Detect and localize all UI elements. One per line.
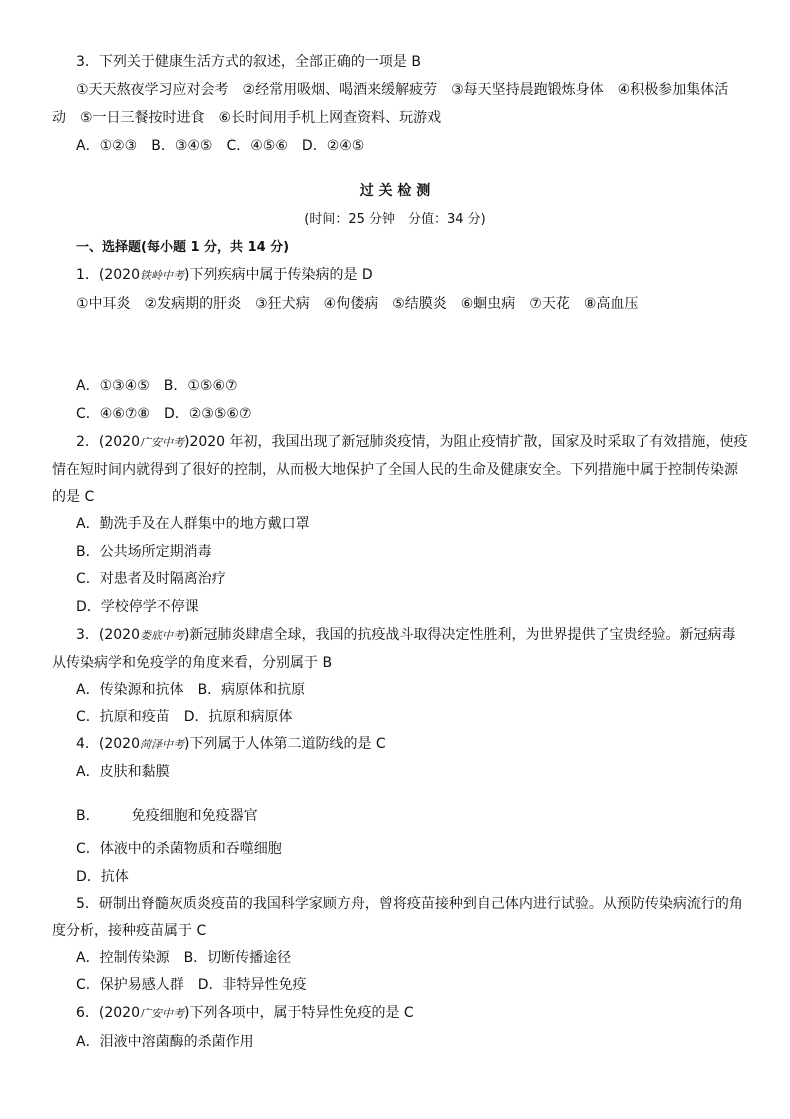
prev-question-3-items-line1: ①天天熬夜学习应对会考 ②经常用吸烟、喝酒来缓解疲劳 ③每天坚持晨跑锻炼身体 ④积极参加集体活 <box>76 82 729 98</box>
question-3-options-ab: A．传染源和抗体 B．病原体和抗原 <box>76 682 306 698</box>
prev-question-3-items-line2: 动 ⑤一日三餐按时进食 ⑥长时间用手机上网查资料、玩游戏 <box>52 110 442 126</box>
question-5: 5．研制出脊髓灰质炎疫苗的我国科学家顾方舟，曾将疫苗接种到自己体内进行试验。从预防传染病流行的角 <box>76 896 743 912</box>
question-source: 广安中考 <box>140 436 184 449</box>
question-3-text-line2: 从传染病学和免疫学的角度来看，分别属于 B <box>52 655 333 671</box>
option-label: B． <box>76 808 100 824</box>
question-text: )下列属于人体第二道防线的是 C <box>184 736 386 752</box>
prev-question-3-options: A．①②③ B．③④⑤ C．④⑤⑥ D．②④⑤ <box>76 138 365 154</box>
question-source: 菏泽中考 <box>140 738 184 751</box>
question-4-option-a: A．皮肤和黏膜 <box>76 764 170 780</box>
question-number: 3．(2020 <box>76 627 140 643</box>
question-4-option-d: D．抗体 <box>76 869 129 885</box>
question-5-options-ab: A．控制传染源 B．切断传播途径 <box>76 950 292 966</box>
question-2-option-c: C．对患者及时隔离治疗 <box>76 571 226 587</box>
question-3 <box>76 625 735 646</box>
question-1 <box>76 265 373 286</box>
question-4 <box>76 734 386 755</box>
option-text: 免疫细胞和免疫器官 <box>131 808 258 824</box>
question-number: 2．(2020 <box>76 434 140 450</box>
question-6-option-a: A．泪液中溶菌酶的杀菌作用 <box>76 1034 254 1050</box>
question-2-text-line3: 的是 C <box>52 489 95 505</box>
section-subtitle: (时间：25 分钟 分值：34 分) <box>304 212 486 227</box>
question-2-option-d: D．学校停学不停课 <box>76 599 199 615</box>
question-1-options-cd: C．④⑥⑦⑧ D．②③⑤⑥⑦ <box>76 406 252 422</box>
question-2-option-a: A．勤洗手及在人群集中的地方戴口罩 <box>76 516 310 532</box>
question-2 <box>76 432 748 453</box>
question-number: 4．(2020 <box>76 736 140 752</box>
question-text: )新冠肺炎肆虐全球，我国的抗疫战斗取得决定性胜利，为世界提供了宝贵经验。新冠病毒 <box>184 627 736 643</box>
question-number: 1．(2020 <box>76 267 140 283</box>
question-3-options-cd: C．抗原和疫苗 D．抗原和病原体 <box>76 709 293 725</box>
question-5-options-cd: C．保护易感人群 D．非特异性免疫 <box>76 977 307 993</box>
section-title: 过 关 检 测 <box>359 183 431 199</box>
question-4-option-c: C．体液中的杀菌物质和吞噬细胞 <box>76 841 282 857</box>
part-heading: 一、选择题(每小题 1 分，共 14 分) <box>76 240 290 255</box>
question-2-text-line2: 情在短时间内就得到了很好的控制，从而极大地保护了全国人民的生命及健康安全。下列措施中属于控制传染源 <box>52 462 738 478</box>
question-number: 6．(2020 <box>76 1005 140 1021</box>
question-text: )2020 年初，我国出现了新冠肺炎疫情，为阻止疫情扩散，国家及时采取了有效措施，使疫 <box>184 434 748 450</box>
question-source: 娄底中考 <box>140 629 184 642</box>
question-source: 广安中考 <box>140 1007 184 1020</box>
prev-question-3: 3．下列关于健康生活方式的叙述，全部正确的一项是 B <box>76 54 421 70</box>
question-text: )下列疾病中属于传染病的是 D <box>184 267 373 283</box>
question-1-options-ab: A．①③④⑤ B．①⑤⑥⑦ <box>76 378 238 394</box>
question-source: 铁岭中考 <box>140 269 184 282</box>
question-5-text-line2: 度分析，接种疫苗属于 C <box>52 923 207 939</box>
question-1-items: ①中耳炎 ②发病期的肝炎 ③狂犬病 ④佝偻病 ⑤结膜炎 ⑥蛔虫病 ⑦天花 ⑧高血压 <box>76 296 639 312</box>
question-6 <box>76 1003 414 1024</box>
question-2-option-b: B．公共场所定期消毒 <box>76 544 212 560</box>
question-4-option-b <box>76 806 258 826</box>
question-text: )下列各项中，属于特异性免疫的是 C <box>184 1005 414 1021</box>
